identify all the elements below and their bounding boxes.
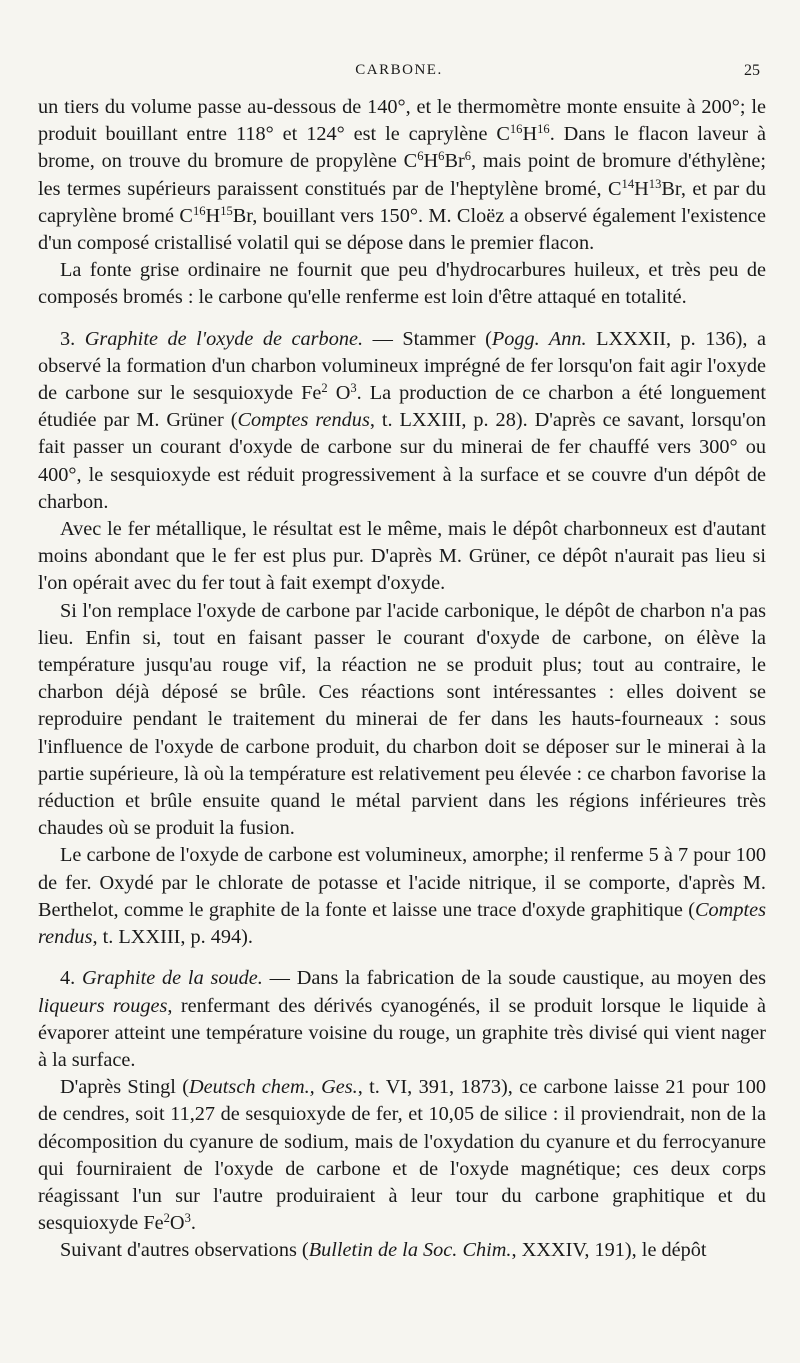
text-run: Le carbone de l'oxyde de carbone est volumineux, amorphe; il renferme 5 à 7 pour 100 de fer. Oxydé par le chlorate de potasse et l'acide nitrique, il se comporte, d'après M. Berthelot, comme le graphite de la fonte et laisse une trace d'oxyde graphitique ( bbox=[38, 844, 766, 921]
paragraph bbox=[38, 598, 766, 843]
text-run: 4. bbox=[60, 967, 82, 990]
running-head bbox=[38, 62, 760, 86]
text-run: La fonte grise ordinaire ne fournit que peu d'hydrocarbures huileux, et très peu de composés bromés : le carbone qu'elle renferme est loin d'être attaqué en totalité. bbox=[38, 259, 766, 309]
text-run: un tiers du volume passe au-dessous de 140°, et le thermomètre monte ensuite à 200°; le produit bouillant entre 118° et 124° est le caprylène C bbox=[38, 96, 766, 146]
text-run: H bbox=[205, 204, 221, 227]
text-run: H bbox=[522, 123, 538, 146]
paragraph bbox=[38, 1074, 766, 1237]
italic-run: Comptes rendus bbox=[38, 898, 766, 949]
superscript: 13 bbox=[648, 176, 662, 191]
text-run: , t. LXXIII, p. 494). bbox=[92, 926, 253, 949]
superscript: 16 bbox=[509, 122, 523, 137]
page-number: 25 bbox=[744, 62, 760, 79]
italic-run: Pogg. Ann. bbox=[491, 327, 587, 350]
italic-run: Graphite de l'oxyde de carbone. bbox=[84, 327, 364, 350]
superscript: 6 bbox=[464, 149, 472, 164]
text-run: . bbox=[190, 1212, 196, 1235]
text-run: 3. bbox=[60, 327, 85, 350]
text-run: O bbox=[169, 1212, 185, 1235]
paragraph bbox=[38, 842, 766, 951]
running-title: CARBONE. bbox=[355, 62, 443, 78]
text-run: H bbox=[634, 177, 649, 200]
superscript: 16 bbox=[537, 122, 550, 137]
superscript: 14 bbox=[621, 176, 635, 191]
text-run: Br bbox=[444, 150, 465, 173]
text-run: , XXXIV, 191), le dépôt bbox=[511, 1239, 707, 1262]
text-run: , renfermant des dérivés cyanogénés, il se produit lorsque le liquide à évaporer atteint une température voisine du rouge, un graphite très divisé qui vient nager à la surface. bbox=[38, 994, 766, 1071]
text-run: Br, et par du caprylène bromé C bbox=[38, 177, 766, 227]
text-run: Avec le fer métallique, le résultat est le même, mais le dépôt charbonneux est d'autant moins abondant que le fer est plus pur. D'après M. Grüner, ce dépôt n'aurait pas lieu si l'on opérait avec du fer tout à fait exempt d'oxyde. bbox=[38, 518, 766, 595]
text-run: O bbox=[327, 382, 351, 405]
italic-run: Deutsch chem., Ges. bbox=[189, 1076, 358, 1099]
text-run: . Dans le flacon laveur à brome, on trouve du bromure de propylène C bbox=[38, 123, 766, 173]
superscript: 6 bbox=[438, 149, 445, 164]
superscript: 16 bbox=[192, 203, 206, 218]
text-run: — Dans la fabrication de la soude caustique, au moyen des bbox=[262, 967, 767, 990]
paragraph bbox=[38, 94, 766, 257]
text-run: . La production de ce charbon a été longuement étudiée par M. Grüner ( bbox=[38, 382, 766, 432]
paragraph bbox=[38, 516, 766, 598]
italic-run: liqueurs rouges bbox=[38, 994, 168, 1017]
superscript: 15 bbox=[220, 203, 233, 218]
text-run: , mais point de bromure d'éthylène; les termes supérieurs paraissent constitués par de l'heptylène bromé, C bbox=[38, 150, 766, 200]
text-run: Suivant d'autres observations ( bbox=[60, 1239, 309, 1262]
italic-run: Bulletin de la Soc. Chim. bbox=[308, 1239, 512, 1262]
paragraph bbox=[38, 1237, 766, 1264]
text-run: , t. LXXIII, p. 28). D'après ce savant, lorsqu'on fait passer un courant d'oxyde de carbone sur du minerai de fer chauffé vers 300° ou 400°, le sesquioxyde est réduit progressivement à la surface et se couvre d'un dépôt de charbon. bbox=[38, 409, 766, 513]
text-run: Br, bouillant vers 150°. M. Cloëz a observé également l'existence d'un composé cristallisé volatil qui se dépose dans le premier flacon. bbox=[38, 204, 766, 255]
text-run: H bbox=[423, 150, 439, 173]
paragraph bbox=[38, 326, 766, 516]
superscript: 3 bbox=[350, 381, 357, 396]
italic-run: Graphite de la soude. bbox=[82, 967, 263, 990]
superscript: 3 bbox=[184, 1211, 191, 1226]
text-run: D'après Stingl ( bbox=[60, 1076, 189, 1099]
superscript: 2 bbox=[321, 381, 328, 396]
superscript: 6 bbox=[417, 149, 424, 164]
italic-run: Comptes rendus bbox=[237, 409, 370, 432]
body-text bbox=[38, 94, 766, 1265]
text-run: Si l'on remplace l'oxyde de carbone par l'acide carbonique, le dépôt de charbon n'a pas lieu. Enfin si, tout en faisant passer le courant d'oxyde de carbone, on élève la température jusqu'au rouge vif, la réaction ne se produit plus; tout au contraire, le charbon déjà déposé se brûle. Ces réactions sont intéressantes : elles doivent se reproduire pendant le traitement du minerai de fer dans les hauts-fourneaux : sous l'influence de l'oxyde de carbone produit, du charbon doit se déposer sur le minerai à la partie supérieure, là où la température est relativement peu élevée : ce charbon favorise la réduction et brûle ensuite quand le métal parvient dans les régions inférieures très chaudes où se produit la fusion. bbox=[38, 599, 766, 840]
paragraph bbox=[38, 257, 766, 311]
paragraph bbox=[38, 965, 766, 1074]
text-run: , t. VI, 391, 1873), ce carbone laisse 21 pour 100 de cendres, soit 11,27 de sesquioxyde de fer, et 10,05 de silice : il proviendrait, non de la décomposition du cyanure de sodium, mais de l'oxydation du cyanure et du ferrocyanure qui fourniraient de l'oxyde de carbone et de l'oxyde magnétique; ces deux corps réagissant l'un sur l'autre produiraient à leur tour du carbone graphitique et du sesquioxyde Fe bbox=[38, 1076, 766, 1235]
text-run: — Stammer ( bbox=[363, 327, 492, 350]
text-run: LXXXII, p. 136), a observé la formation d'un charbon volumineux imprégné de fer lorsqu'on fait agir l'oxyde de carbone sur le sesquioxyde Fe bbox=[38, 327, 767, 405]
superscript: 2 bbox=[163, 1211, 170, 1226]
